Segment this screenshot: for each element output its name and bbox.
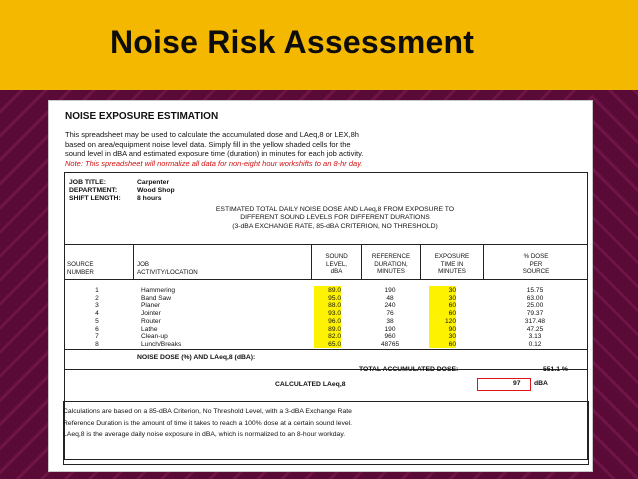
estimate-line: (3-dBA EXCHANGE RATE, 85-dBA CRITERION, NO THRESHOLD): [232, 222, 438, 230]
header-text: MINUTES: [377, 268, 405, 275]
row-cell-dose: 0.12: [528, 340, 542, 348]
row-cell-level: 88.0: [328, 302, 341, 310]
document-image: [48, 100, 593, 472]
row-cell-time: 30: [448, 333, 456, 341]
row-cell-ref: 190: [384, 325, 396, 333]
row-cell-time: 60: [448, 302, 456, 310]
intro-text: [65, 130, 585, 168]
estimate-line: ESTIMATED TOTAL DAILY NOISE DOSE AND LAeq,8 FROM EXPOSURE TO: [215, 206, 455, 213]
row-cell-num: 1: [95, 287, 99, 294]
row-cell-dose: 15.75: [526, 287, 544, 294]
row-cell-activity: Jointer: [141, 310, 161, 318]
calculated-laeq-label: CALCULATED LAeq,8: [275, 381, 346, 388]
table-divider: [65, 349, 587, 350]
table-divider: [65, 244, 587, 245]
table-divider: [65, 369, 587, 370]
total-dose-value: 551.1 %: [543, 366, 568, 373]
row-cell-activity: Band Saw: [141, 294, 172, 302]
row-cell-activity: Hammering: [141, 287, 176, 294]
table-divider: [65, 279, 587, 280]
column-divider: [133, 244, 134, 279]
header-text: TIME IN: [440, 260, 464, 268]
header-text: dBA: [330, 268, 343, 275]
row-cell-level: 82.0: [328, 333, 341, 341]
header-text: EXPOSURE: [434, 253, 470, 260]
header-text: NUMBER: [67, 268, 94, 276]
row-cell-activity: Lunch/Breaks: [141, 340, 182, 348]
row-cell-num: 2: [95, 294, 99, 302]
header-dose: [495, 253, 577, 276]
shift-length-value: 8 hours: [137, 195, 162, 203]
row-cell-dose: 63.00: [526, 294, 544, 302]
header-text: DURATION,: [374, 260, 408, 268]
row-cell-ref: 38: [386, 317, 394, 325]
shift-length-label: SHIFT LENGTH:: [69, 195, 121, 203]
department-label: DEPARTMENT:: [69, 187, 118, 195]
row-cell-dose: 79.37: [526, 310, 544, 318]
job-title-value: Carpenter: [137, 179, 170, 186]
calculated-laeq-box: [477, 378, 531, 391]
row-cell-num: 6: [95, 325, 99, 333]
row-cell-time: 60: [448, 310, 456, 318]
intro-line: This spreadsheet may be used to calculate the accumulated dose and LAeq,8 or LEX,8h: [65, 130, 359, 139]
header-text: PER: [529, 260, 543, 268]
row-cell-level: 93.0: [328, 310, 341, 318]
row-cell-ref: 48765: [380, 340, 400, 348]
row-cell-num: 4: [95, 310, 99, 318]
document-title: NOISE EXPOSURE ESTIMATION: [65, 111, 219, 122]
header-exposure-time: [421, 253, 483, 276]
estimate-heading: [125, 206, 545, 231]
row-cell-num: 5: [95, 317, 99, 325]
row-cell-level: 96.0: [328, 317, 341, 325]
footer-line: Calculations are based on a 85-dBA Criterion, No Threshold Level, with a 3-dBA Exchange Rate: [63, 408, 352, 415]
row-cell-time: 60: [448, 340, 456, 348]
header-text: REFERENCE: [371, 253, 411, 260]
background-pattern-right: [592, 90, 638, 479]
footer-line: Reference Duration is the amount of time it takes to reach a 100% dose at a certain sound level.: [63, 419, 353, 427]
slide-title: Noise Risk Assessment: [110, 24, 475, 60]
footer-line: LAeq,8 is the average daily noise exposure in dBA, which is normalized to an 8-hour workday.: [63, 431, 346, 438]
row-cell-time: 30: [448, 294, 456, 302]
row-cell-ref: 960: [384, 333, 396, 341]
header-text: ACTIVITY/LOCATION: [137, 268, 198, 276]
row-cell-time: 90: [448, 325, 456, 333]
row-cell-activity: Lathe: [141, 325, 158, 333]
estimate-line: DIFFERENT SOUND LEVELS FOR DIFFERENT DURATIONS: [240, 214, 430, 222]
row-cell-ref: 76: [386, 310, 394, 318]
calculated-laeq-unit: dBA: [534, 380, 548, 387]
row-cell-num: 7: [95, 333, 99, 341]
row-cell-level: 95.0: [328, 294, 341, 302]
header-text: SOUND: [325, 253, 348, 260]
header-sound-level: [312, 253, 361, 276]
job-title-label: JOB TITLE:: [69, 179, 107, 186]
header-text: SOURCE: [522, 268, 550, 275]
total-dose-label: TOTAL ACCUMULATED DOSE:: [359, 366, 459, 373]
row-cell-num: 3: [95, 302, 99, 310]
row-cell-activity: Planer: [141, 302, 161, 310]
header-text: LEVEL,: [326, 260, 347, 268]
row-cell-activity: Router: [141, 317, 161, 325]
row-cell-level: 89.0: [328, 287, 341, 294]
row-cell-level: 89.0: [328, 325, 341, 333]
header-job: [137, 261, 307, 276]
job-info: [69, 179, 175, 204]
row-cell-ref: 190: [384, 287, 396, 294]
calculated-laeq-value: 97: [513, 380, 521, 387]
row-cell-num: 8: [95, 340, 99, 348]
header-text: SOURCE: [67, 261, 94, 268]
row-cell-dose: 3.13: [528, 333, 542, 341]
row-cell-dose: 317.48: [524, 317, 546, 325]
footer-notes: [63, 406, 587, 441]
slide-header: [0, 0, 638, 90]
header-source: [67, 261, 131, 276]
dose-label: NOISE DOSE (%) AND LAeq,8 (dBA):: [137, 354, 256, 361]
intro-line: sound level in dBA and estimated exposure time (duration) in minutes for each job activity.: [65, 149, 364, 158]
header-reference-duration: [362, 253, 420, 276]
row-cell-activity: Clean-up: [141, 333, 168, 341]
row-cell-ref: 240: [384, 302, 396, 310]
row-cell-time: 30: [448, 287, 456, 294]
intro-line: based on area/equipment noise level data. Simply fill in the yellow shaded cells for the: [65, 139, 351, 149]
department-value: Wood Shop: [137, 187, 175, 195]
column-divider: [483, 244, 484, 279]
row-cell-dose: 47.25: [526, 325, 544, 333]
row-cell-ref: 48: [386, 294, 394, 302]
header-text: MINUTES: [438, 268, 466, 275]
header-text: % DOSE: [523, 253, 549, 260]
row-cell-time: 120: [444, 317, 456, 325]
header-text: JOB: [137, 261, 150, 268]
note-text: Note: This spreadsheet will normalize all data for non-eight hour workshifts to an 8-hr day.: [65, 158, 363, 168]
row-cell-dose: 25.00: [526, 302, 544, 310]
row-cell-level: 65.0: [328, 340, 341, 348]
